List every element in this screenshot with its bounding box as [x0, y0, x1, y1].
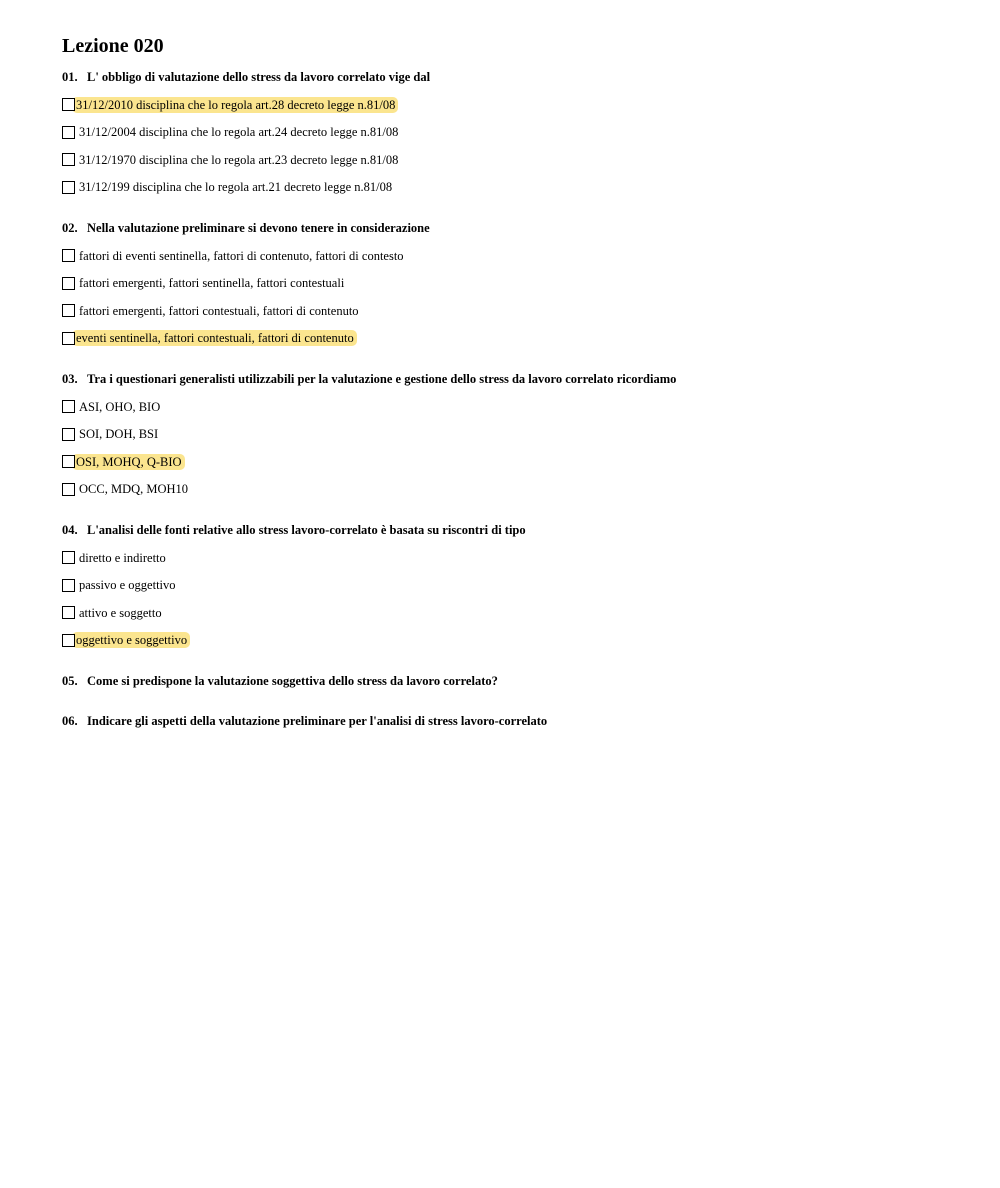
answer-text: fattori emergenti, fattori sentinella, fattori contestuali: [79, 276, 345, 291]
checkbox[interactable]: [62, 428, 75, 441]
answer-option[interactable]: [62, 152, 962, 168]
question-heading: [62, 522, 962, 538]
question-text: Come si predispone la valutazione soggettiva dello stress da lavoro correlato?: [87, 674, 498, 688]
question-number: 05.: [62, 674, 78, 688]
answer-text: eventi sentinella, fattori contestuali, fattori di contenuto: [72, 330, 357, 346]
answer-option[interactable]: [62, 454, 962, 470]
question-04: [62, 522, 962, 648]
answer-text: diretto e indiretto: [79, 550, 166, 565]
question-02: [62, 220, 962, 346]
question-text: L'analisi delle fonti relative allo stress lavoro-correlato è basata su riscontri di tipo: [87, 523, 526, 537]
answer-option[interactable]: [62, 97, 962, 113]
answer-option[interactable]: [62, 303, 962, 319]
answer-option[interactable]: [62, 481, 962, 497]
checkbox[interactable]: [62, 153, 75, 166]
checkbox[interactable]: [62, 249, 75, 262]
answer-text: 31/12/1970 disciplina che lo regola art.23 decreto legge n.81/08: [79, 152, 399, 167]
answer-text: OSI, MOHQ, Q-BIO: [72, 454, 185, 470]
question-number: 03.: [62, 372, 78, 386]
question-05: [62, 673, 962, 689]
answer-text: 31/12/2010 disciplina che lo regola art.28 decreto legge n.81/08: [72, 97, 398, 113]
checkbox[interactable]: [62, 277, 75, 290]
answer-text: ASI, OHO, BIO: [79, 399, 161, 414]
checkbox[interactable]: [62, 98, 75, 111]
question-06: [62, 713, 962, 729]
answer-option[interactable]: [62, 550, 962, 566]
answer-text: passivo e oggettivo: [79, 578, 176, 593]
question-number: 06.: [62, 714, 78, 728]
answer-text: 31/12/2004 disciplina che lo regola art.24 decreto legge n.81/08: [79, 125, 399, 140]
checkbox[interactable]: [62, 304, 75, 317]
question-number: 04.: [62, 523, 78, 537]
question-heading: [62, 220, 962, 236]
checkbox[interactable]: [62, 606, 75, 619]
checkbox[interactable]: [62, 400, 75, 413]
answer-option[interactable]: [62, 399, 962, 415]
question-number: 02.: [62, 221, 78, 235]
checkbox[interactable]: [62, 579, 75, 592]
question-heading: [62, 371, 962, 387]
answer-text: attivo e soggetto: [79, 605, 162, 620]
checkbox[interactable]: [62, 634, 75, 647]
answer-option[interactable]: [62, 248, 962, 264]
answer-option[interactable]: [62, 124, 962, 140]
question-text: L' obbligo di valutazione dello stress da lavoro correlato vige dal: [87, 70, 431, 84]
checkbox[interactable]: [62, 551, 75, 564]
answer-text: OCC, MDQ, MOH10: [79, 482, 189, 497]
page-title: Lezione 020: [62, 35, 164, 57]
question-number: 01.: [62, 70, 78, 84]
question-text: Nella valutazione preliminare si devono tenere in considerazione: [87, 221, 430, 235]
checkbox[interactable]: [62, 332, 75, 345]
question-heading: [62, 69, 962, 85]
answer-text: 31/12/199 disciplina che lo regola art.21 decreto legge n.81/08: [79, 180, 393, 195]
checkbox[interactable]: [62, 455, 75, 468]
question-03: [62, 371, 962, 497]
answer-option[interactable]: [62, 275, 962, 291]
answer-option[interactable]: [62, 605, 962, 621]
question-text: Tra i questionari generalisti utilizzabili per la valutazione e gestione dello stress da lavoro correlato ricordiamo: [87, 372, 677, 386]
answer-option[interactable]: [62, 179, 962, 195]
question-heading: [62, 673, 962, 689]
checkbox[interactable]: [62, 126, 75, 139]
answer-option[interactable]: [62, 577, 962, 593]
checkbox[interactable]: [62, 181, 75, 194]
question-01: [62, 69, 962, 195]
answer-text: fattori di eventi sentinella, fattori di contenuto, fattori di contesto: [79, 248, 404, 263]
question-text: Indicare gli aspetti della valutazione preliminare per l'analisi di stress lavoro-correlato: [87, 714, 548, 728]
question-heading: [62, 713, 962, 729]
answer-option[interactable]: [62, 330, 962, 346]
answer-option[interactable]: [62, 632, 962, 648]
checkbox[interactable]: [62, 483, 75, 496]
answer-text: fattori emergenti, fattori contestuali, fattori di contenuto: [79, 303, 359, 318]
answer-option[interactable]: [62, 426, 962, 442]
answer-text: oggettivo e soggettivo: [72, 632, 190, 648]
answer-text: SOI, DOH, BSI: [79, 427, 159, 442]
